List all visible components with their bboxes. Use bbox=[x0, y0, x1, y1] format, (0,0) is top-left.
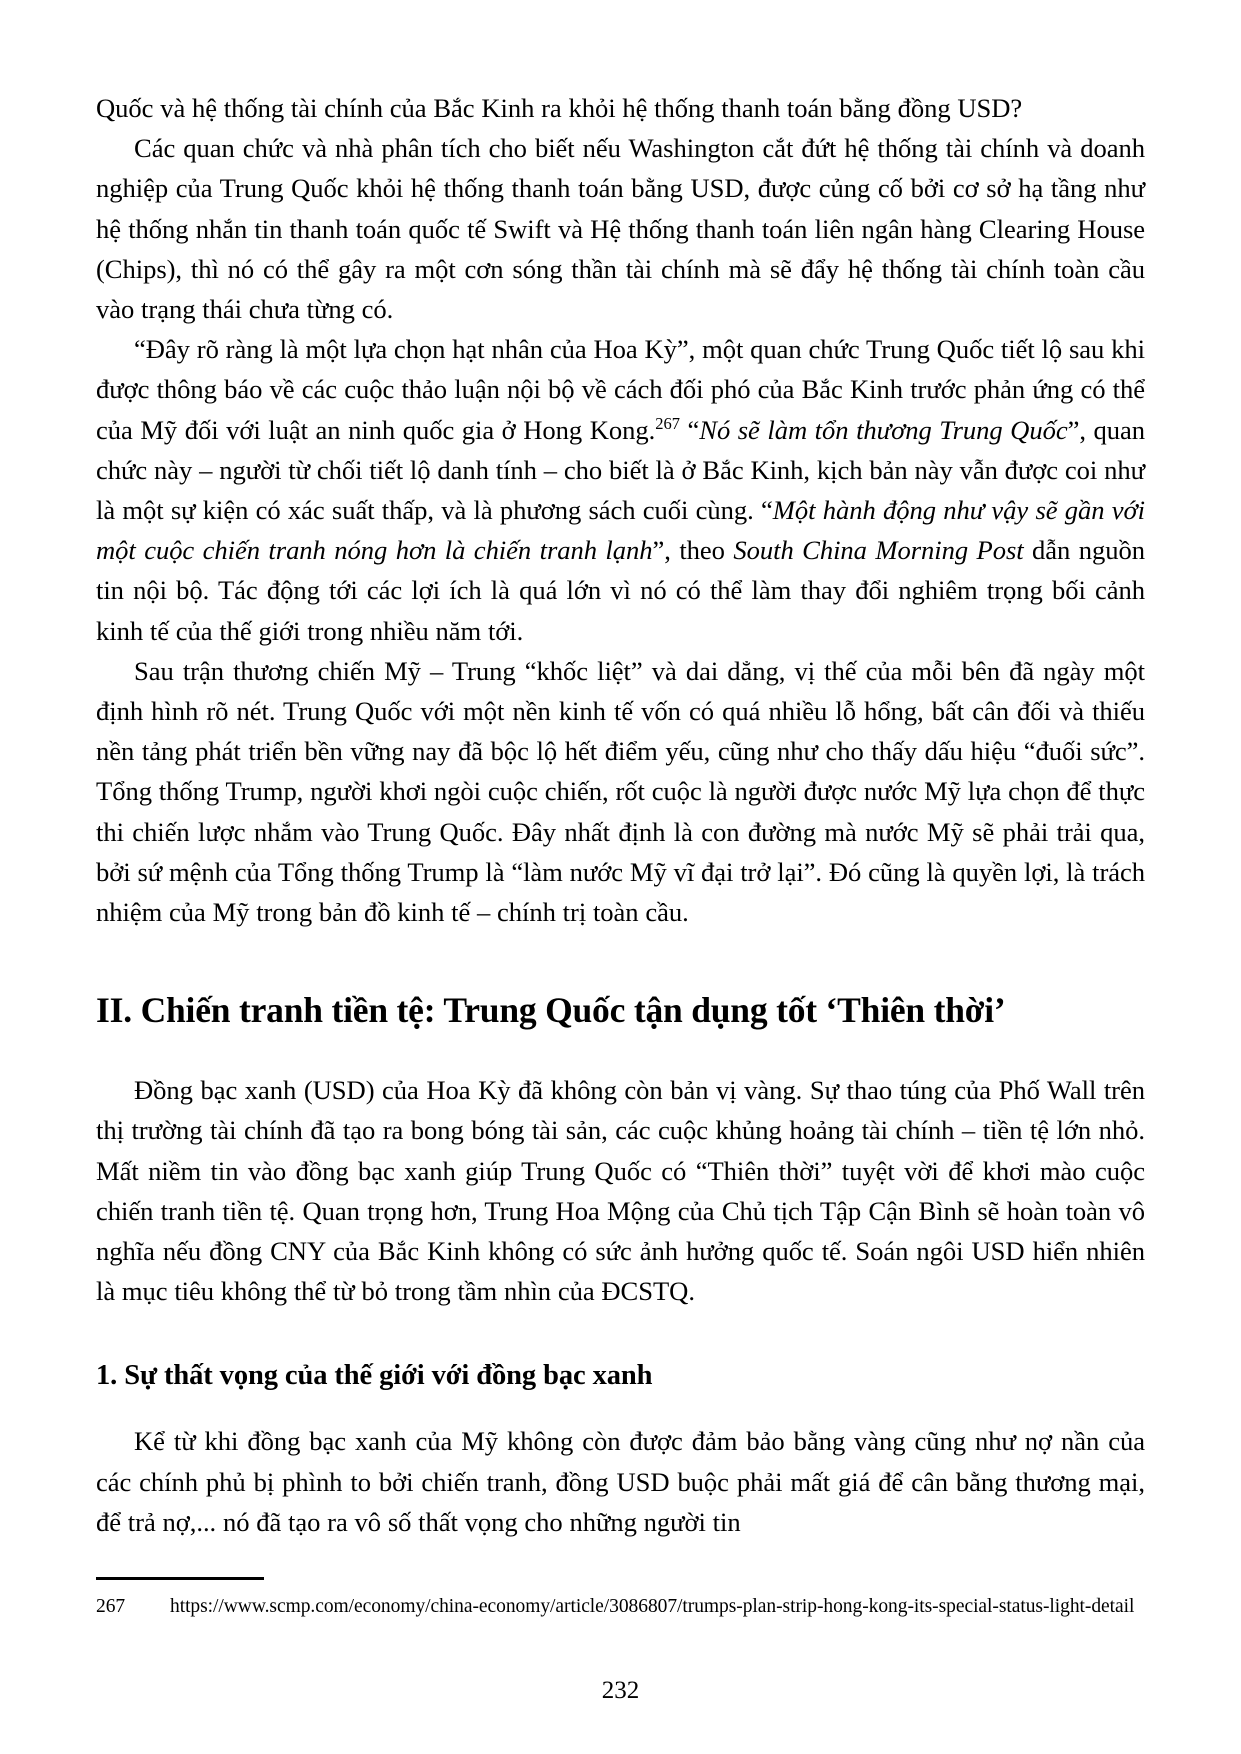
paragraph-3 bbox=[96, 329, 1145, 651]
footnote-area bbox=[96, 1577, 1145, 1622]
paragraph-2: Các quan chức và nhà phân tích cho biết nếu Washington cắt đứt hệ thống tài chính và doanh nghiệp của Trung Quốc khỏi hệ thống thanh toán bằng USD, được củng cố bởi cơ sở hạ tầng như hệ thống nhắn tin thanh toán quốc tế Swift và Hệ thống thanh toán liên ngân hàng Clearing House (Chips), thì nó có thể gây ra một cơn sóng thần tài chính mà sẽ đẩy hệ thống tài chính toàn cầu vào trạng thái chưa từng có. bbox=[96, 133, 1145, 325]
p3-quote-italic-2: Một hành động như vậy sẽ gần với một cuộc chiến tranh nóng hơn là chiến tranh lạnh bbox=[96, 495, 1145, 566]
footnote-separator-rule bbox=[96, 1577, 264, 1580]
footnote-reference-267[interactable]: 267 bbox=[655, 413, 680, 433]
paragraph-6: Kể từ khi đồng bạc xanh của Mỹ không còn được đảm bảo bằng vàng cũng như nợ nần của các chính phủ bị phình to bởi chiến tranh, đồng USD buộc phải mất giá để cân bằng thương mại, để trả nợ,... nó đã tạo ra vô số thất vọng cho những người tin bbox=[96, 1426, 1145, 1537]
spacer-before-sub-heading bbox=[96, 1311, 1145, 1357]
page-number: 232 bbox=[601, 1677, 640, 1704]
p3-seg-1: “Đây rõ ràng là một lựa chọn hạt nhân của Hoa Kỳ”, một quan chức Trung Quốc tiết lộ sau khi được thông báo về các cuộc thảo luận nội bộ về cách đối phó của Bắc Kinh trước phản ứng có thể của Mỹ đối với luật an ninh quốc gia ở Hong Kong. bbox=[96, 334, 1145, 445]
p3-seg-7: ”, theo bbox=[652, 535, 734, 566]
paragraph-4: Sau trận thương chiến Mỹ – Trung “khốc liệt” và dai dẳng, vị thế của mỗi bên đã ngày một định hình rõ nét. Trung Quốc với một nền kinh tế vốn có quá nhiều lỗ hổng, bất cân đối và thiếu nền tảng phát triển bền vững nay đã bộc lộ hết điểm yếu, cũng như cho thấy dấu hiệu “đuối sức”. Tổng thống Trump, người khơi ngòi cuộc chiến, rốt cuộc là người được nước Mỹ lựa chọn để thực thi chiến lược nhắm vào Trung Quốc. Đây nhất định là con đường mà nước Mỹ sẽ phải trải qua, bởi sứ mệnh của Tổng thống Trump là “làm nước Mỹ vĩ đại trở lại”. Đó cũng là quyền lợi, là trách nhiệm của Mỹ trong bản đồ kinh tế – chính trị toàn cầu. bbox=[96, 655, 1145, 928]
spacer-before-section-heading bbox=[96, 932, 1145, 988]
p3-seg-9: dẫn nguồn tin nội bộ. Tác động tới các lợi ích là quá lớn vì nó có thể làm thay đổi nghiêm trọng bối cảnh kinh tế của thế giới trong nhiều năm tới. bbox=[96, 535, 1145, 646]
footnote-url[interactable]: https://www.scmp.com/economy/china-economy/article/3086807/trumps-plan-strip-hong-kong-its-special-status-light-detail bbox=[170, 1596, 1135, 1617]
spacer-after-sub-heading bbox=[96, 1395, 1145, 1421]
p3-publication-name: South China Morning Post bbox=[733, 535, 1024, 566]
paragraph-5: Đồng bạc xanh (USD) của Hoa Kỳ đã không còn bản vị vàng. Sự thao túng của Phố Wall trên thị trường tài chính đã tạo ra bong bóng tài sản, các cuộc khủng hoảng tài chính – tiền tệ lớn nhỏ. Mất niềm tin vào đồng bạc xanh giúp Trung Quốc có “Thiên thời” tuyệt vời để khơi mào cuộc chiến tranh tiền tệ. Quan trọng hơn, Trung Hoa Mộng của Chủ tịch Tập Cận Bình sẽ hoàn toàn vô nghĩa nếu đồng CNY của Bắc Kinh không có sức ảnh hưởng quốc tế. Soán ngôi USD hiển nhiên là mục tiêu không thể từ bỏ trong tầm nhìn của ĐCSTQ. bbox=[96, 1075, 1145, 1307]
spacer-after-section-heading bbox=[96, 1032, 1145, 1070]
footnote-number: 267 bbox=[96, 1596, 126, 1617]
section-heading: II. Chiến tranh tiền tệ: Trung Quốc tận dụng tốt ‘Thiên thời’ bbox=[96, 990, 1006, 1031]
p3-seg-3: “ bbox=[679, 414, 700, 445]
p3-seg-5: ”, quan chức này – người từ chối tiết lộ danh tính – cho biết là ở Bắc Kinh, kịch bản này vẫn được coi như là một sự kiện có xác suất thấp, và là phương sách cuối cùng. “ bbox=[96, 414, 1146, 526]
paragraph-1: Quốc và hệ thống tài chính của Bắc Kinh ra khỏi hệ thống thanh toán bằng đồng USD? bbox=[96, 93, 1023, 123]
footnote-item bbox=[96, 1593, 1145, 1622]
sub-heading: 1. Sự thất vọng của thế giới với đồng bạc xanh bbox=[96, 1360, 653, 1392]
p3-quote-italic-1: Nó sẽ làm tổn thương Trung Quốc bbox=[699, 414, 1068, 445]
text-column bbox=[96, 88, 1145, 1542]
